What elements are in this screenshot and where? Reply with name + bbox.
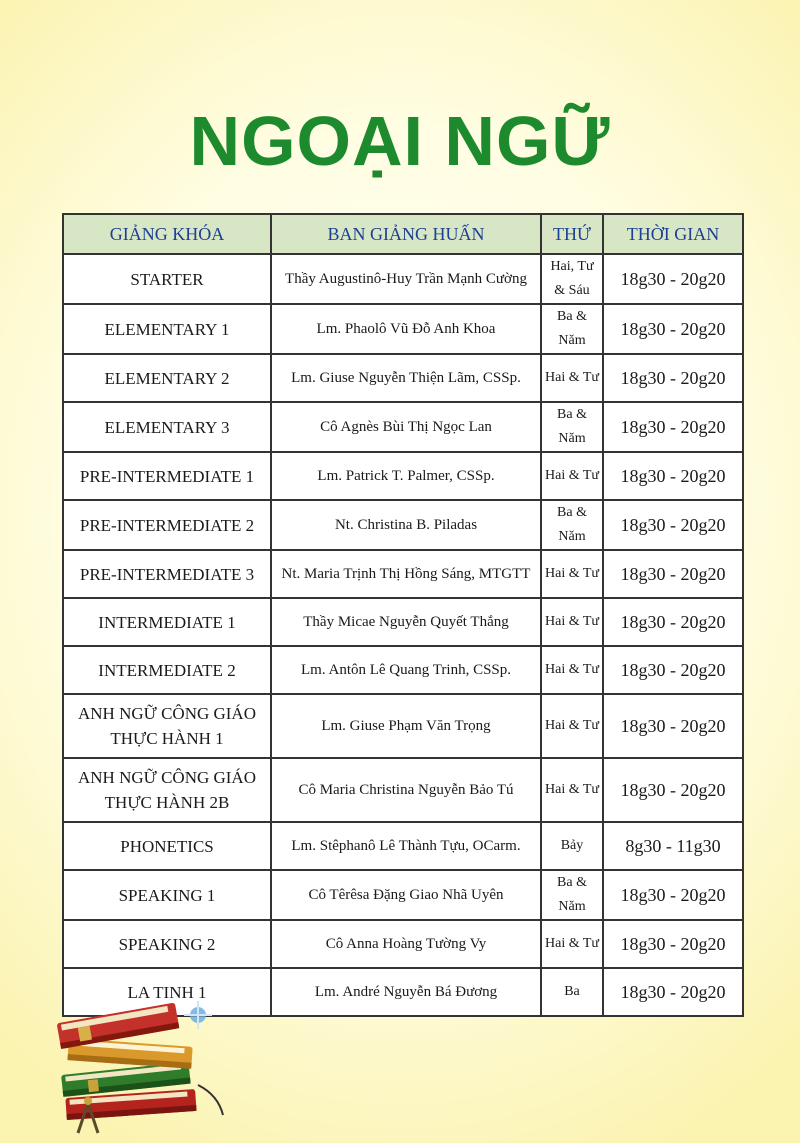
teacher-cell: Thầy Augustinô-Huy Trần Mạnh Cường — [271, 254, 541, 304]
table-row — [63, 758, 743, 822]
day-cell: Hai & Tư — [541, 452, 603, 500]
time-cell: 18g30 - 20g20 — [603, 402, 743, 452]
course-cell: STARTER — [63, 254, 271, 304]
teacher-cell: Nt. Maria Trịnh Thị Hồng Sáng, MTGTT — [271, 550, 541, 598]
time-cell: 18g30 - 20g20 — [603, 304, 743, 354]
table-row — [63, 920, 743, 968]
day-cell: Hai & Tư — [541, 550, 603, 598]
time-cell: 18g30 - 20g20 — [603, 500, 743, 550]
header-time: THỜI GIAN — [603, 214, 743, 254]
table-row — [63, 694, 743, 758]
course-cell: PRE-INTERMEDIATE 2 — [63, 500, 271, 550]
day-cell: Hai & Tư — [541, 920, 603, 968]
header-course: GIẢNG KHÓA — [63, 214, 271, 254]
course-cell: ELEMENTARY 2 — [63, 354, 271, 402]
teacher-cell: Lm. Giuse Nguyễn Thiện Lãm, CSSp. — [271, 354, 541, 402]
teacher-cell: Nt. Christina B. Piladas — [271, 500, 541, 550]
teacher-cell: Cô Anna Hoàng Tường Vy — [271, 920, 541, 968]
course-cell: ANH NGỮ CÔNG GIÁO THỰC HÀNH 2B — [63, 758, 271, 822]
page-title: NGOẠI NGỮ — [189, 102, 611, 180]
time-cell: 18g30 - 20g20 — [603, 354, 743, 402]
time-cell: 18g30 - 20g20 — [603, 452, 743, 500]
course-cell: PHONETICS — [63, 822, 271, 870]
teacher-cell: Lm. André Nguyễn Bá Đương — [271, 968, 541, 1016]
course-cell: PRE-INTERMEDIATE 3 — [63, 550, 271, 598]
time-cell: 18g30 - 20g20 — [603, 550, 743, 598]
table-row — [63, 304, 743, 354]
time-cell: 18g30 - 20g20 — [603, 646, 743, 694]
teacher-cell: Lm. Antôn Lê Quang Trinh, CSSp. — [271, 646, 541, 694]
teacher-cell: Lm. Phaolô Vũ Đỗ Anh Khoa — [271, 304, 541, 354]
day-cell: Hai, Tư & Sáu — [541, 254, 603, 304]
course-cell: ANH NGỮ CÔNG GIÁO THỰC HÀNH 1 — [63, 694, 271, 758]
teacher-cell: Lm. Stêphanô Lê Thành Tựu, OCarm. — [271, 822, 541, 870]
table-row — [63, 822, 743, 870]
table-row — [63, 646, 743, 694]
day-cell: Hai & Tư — [541, 646, 603, 694]
course-cell: ELEMENTARY 3 — [63, 402, 271, 452]
time-cell: 18g30 - 20g20 — [603, 254, 743, 304]
course-cell: INTERMEDIATE 2 — [63, 646, 271, 694]
day-cell: Bảy — [541, 822, 603, 870]
time-cell: 18g30 - 20g20 — [603, 968, 743, 1016]
header-teacher: BAN GIẢNG HUẤN — [271, 214, 541, 254]
course-cell: INTERMEDIATE 1 — [63, 598, 271, 646]
table-row — [63, 550, 743, 598]
time-cell: 18g30 - 20g20 — [603, 920, 743, 968]
teacher-cell: Thầy Micae Nguyễn Quyết Thắng — [271, 598, 541, 646]
day-cell: Hai & Tư — [541, 598, 603, 646]
time-cell: 18g30 - 20g20 — [603, 598, 743, 646]
teacher-cell: Lm. Giuse Phạm Văn Trọng — [271, 694, 541, 758]
time-cell: 18g30 - 20g20 — [603, 870, 743, 920]
books-stack-icon — [48, 985, 228, 1135]
day-cell: Ba — [541, 968, 603, 1016]
header-day: THỨ — [541, 214, 603, 254]
day-cell: Ba & Năm — [541, 304, 603, 354]
teacher-cell: Lm. Patrick T. Palmer, CSSp. — [271, 452, 541, 500]
time-cell: 18g30 - 20g20 — [603, 694, 743, 758]
schedule-table — [62, 213, 744, 1017]
table-row — [63, 870, 743, 920]
table-row — [63, 254, 743, 304]
day-cell: Ba & Năm — [541, 402, 603, 452]
day-cell: Hai & Tư — [541, 694, 603, 758]
table-row — [63, 598, 743, 646]
day-cell: Ba & Năm — [541, 870, 603, 920]
time-cell: 18g30 - 20g20 — [603, 758, 743, 822]
course-cell: LA TINH 1 — [63, 968, 271, 1016]
day-cell: Ba & Năm — [541, 500, 603, 550]
course-cell: PRE-INTERMEDIATE 1 — [63, 452, 271, 500]
course-cell: ELEMENTARY 1 — [63, 304, 271, 354]
day-cell: Hai & Tư — [541, 354, 603, 402]
time-cell: 8g30 - 11g30 — [603, 822, 743, 870]
teacher-cell: Cô Têrêsa Đặng Giao Nhã Uyên — [271, 870, 541, 920]
table-row — [63, 500, 743, 550]
day-cell: Hai & Tư — [541, 758, 603, 822]
course-cell: SPEAKING 1 — [63, 870, 271, 920]
teacher-cell: Cô Agnès Bùi Thị Ngọc Lan — [271, 402, 541, 452]
teacher-cell: Cô Maria Christina Nguyễn Bảo Tú — [271, 758, 541, 822]
table-row — [63, 402, 743, 452]
course-cell: SPEAKING 2 — [63, 920, 271, 968]
table-header-row — [63, 214, 743, 254]
table-row — [63, 452, 743, 500]
table-row — [63, 354, 743, 402]
